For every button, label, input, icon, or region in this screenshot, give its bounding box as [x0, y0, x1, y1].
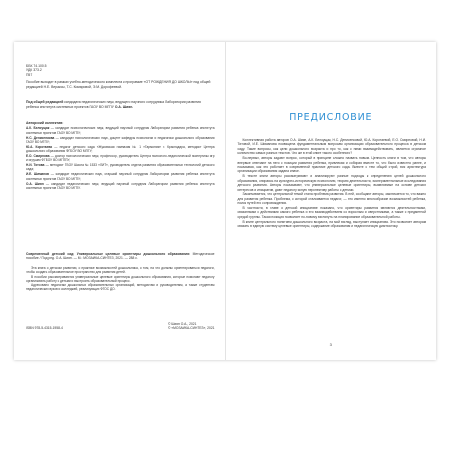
authors-label: Авторский коллектив: [26, 121, 64, 125]
abstract-paragraph: Адресовано педагогам дошкольных образовательных организаций, методистам и руководителям, а также студентам педагогических вузов и колледжей, реализующих ФГОС ДО. [26, 283, 215, 292]
left-page [14, 42, 226, 360]
author-desc: — кандидат психологических наук, доцент кафедры психологии и педагогики дошкольного образования ГАОУ ВО МГПУ; [26, 135, 215, 144]
author-entry [26, 136, 215, 145]
author-name: Н.И. Титова [26, 163, 45, 168]
abstract-block [26, 266, 215, 292]
isbn: ISBN 978-5-4315-1958-4 [26, 326, 63, 330]
chapter-heading: ПРЕДИСЛОВИЕ [289, 112, 373, 123]
series-note [26, 80, 215, 89]
author-desc: — кандидат педагогических наук, ведущий научный сотрудник Лаборатории развития ребенка института системных проектов ГАОУ ВО МГПУ. [26, 181, 215, 190]
author-entry [26, 182, 215, 191]
author-name: Е.О. Смирнова [26, 153, 50, 158]
preface-body [238, 138, 427, 229]
imprint-row [26, 322, 215, 331]
preface-paragraph: В книге центрального понятием дошкольного возраста, на мой взгляд, выступает инициатива. Это позволяет авторам связать в единую систему целевые ориентиры, содержание образования и педагогическую диагностику. [237, 219, 426, 229]
author-name: О.А. Шиян [26, 181, 44, 186]
author-entry [26, 163, 215, 172]
code-line: ББК 74.100.5 [26, 64, 47, 68]
author-desc: — кандидат психологических наук, ведущий научный сотрудник Лаборатории развития ребенка института системных проектов ГАОУ ВО МГПУ; [26, 126, 215, 135]
copyrights [168, 322, 215, 331]
abstract-paragraph: В пособии рассматриваются универсальные целевые ориентиры дошкольного образования, которые помогают педагогу организовать работу с детьми и выстроить образовательный процесс. [26, 274, 215, 283]
author-name: И.Е. Шиманов [26, 172, 49, 177]
right-page [226, 42, 437, 360]
author-desc: — доктор психологических наук, профессор, руководитель Центра психолого-педагогической экспертизы игр и игрушек ФГБОУ ВО МГППУ; [26, 153, 215, 163]
citation-block [26, 252, 215, 261]
author-name: А.К. Белоущак [26, 126, 50, 131]
preface-paragraph: В частности, в главе о детской инициативе показано, что ориентиры развития являются деятельностными, связанными с действиями самого ребенка и его взаимодействием со взрослым и сверстниками, а также с предметной средой группы. Такая позиция позволяет по-новому взглянуть на планирование образовательной работы. [237, 205, 426, 219]
code-line: УДК 373.2 [26, 68, 42, 73]
editor-text: кандидата педагогических наук, ведущего научного сотрудника Лаборатории развития ребенка института системных проектов ГАОУ ВО МГПУ [26, 100, 201, 109]
citation-rest: Методическое пособие / Под ред. О.А. Шиян. — М.: МОЗАИКА-СИНТЕЗ, 2021. — 288 с. [26, 252, 215, 261]
preface-paragraph: Заканчивается, что центральной темой стала проблема развития. В ней, сообщают авторы, заключается то, что важно для развития ребенка. Проблема, с которой сталкивается педагог, — это именно многообразие возможностей ребенка, поиск путей его сопровождения. [237, 192, 426, 206]
editor-name: О.А. Шиян. [114, 104, 134, 109]
author-name: Н.С. Денисенкова [26, 135, 55, 140]
author-entry [26, 154, 215, 163]
author-desc: — методист ГБОУ Школа № 1533 «ЛИТ», руководитель отдела развития образовательных технологий детского сада; [26, 163, 215, 172]
preface-paragraph: В тексте книги авторы рассматривают и анализируют разные подходы к определению целей дошкольного образования, опираясь на культурно-историческую психологию, теорию деятельности, экспериментальные исследования детского развития. Авторы показывают, что универсальные целевые ориентиры, выявляемые на основе детских интересов и инициатив, дают педагогу ясную перспективу работы с детьми. [237, 174, 426, 192]
copyright-line: © Шиян О.А., 2021 [167, 322, 197, 326]
author-name: Ю.А. Коротаева [26, 144, 53, 149]
author-entry [26, 172, 215, 181]
author-entry [26, 126, 215, 135]
preface-paragraph: Во-первых, авторы задают вопрос, который в принципе сложно назвать новым. Ценность книги в том, что авторы впервые отвечают на него с позиции развития ребенка, привлекая и собирая вместе то, что было известно ранее, и показывая, как это работает в современной практике детского сада. Вместе с тем общий строй, вся архитектура организации образования задана иначе. [237, 156, 426, 174]
abstract-paragraph: Эта книга о детском развитии, о практике возможностей дошкольника, о том, на что должны ориентироваться педагоги, чтобы создать образовательное пространство для развития детей. [26, 266, 215, 275]
editor-paragraph [26, 100, 215, 109]
editor-block [26, 100, 215, 109]
citation [26, 252, 215, 261]
classification-codes [26, 64, 215, 77]
book-spread [14, 42, 436, 360]
editor-label: Под общей редакцией [26, 100, 64, 104]
authors-block [26, 121, 215, 191]
code-line: П57 [26, 72, 33, 77]
author-desc: — педагог детского сада «Жуковская гимназия № 1 «Гармония» г. Краснодара, методист Центра дошкольного образования ФГБОУ ВО МПГУ; [26, 144, 215, 154]
author-entry [26, 145, 215, 154]
series-note-text: Пособие выходит в рамках учебно-методического комплекта к программе «ОТ РОЖДЕНИЯ ДО ШКОЛЫ» под общей редакцией Н.Е. Вераксы, Т.С. Комаровой, Э.М. Дорофеевой. [26, 80, 211, 89]
page-number: 3 [329, 342, 332, 347]
author-desc: — кандидат педагогических наук, старший научный сотрудник Лаборатории развития ребенка института системных проектов ГАОУ ВО МГПУ; [26, 172, 215, 181]
copyright-line: © «МОЗАИКА-СИНТЕЗ», 2021 [167, 326, 215, 331]
preface-paragraph: Коллективная работа авторов О.А. Шиян, А.К. Белоущак, Н.С. Денисенковой, Ю.А. Коротаевой, Е.О. Смирновой, Н.И. Титовой, И.Е. Шиманова посвящена фундаментальным вопросам организации образовательного процесса в детском саду. Такие вопросы, как цели дошкольного возраста и про то, как с ними взаимодействовать, является огромное количество самых разных текстов. Что же в этой книге такого особенного? [237, 138, 426, 156]
citation-title: Современный детский сад: Универсальные целевые ориентиры дошкольного образования: [26, 252, 191, 256]
